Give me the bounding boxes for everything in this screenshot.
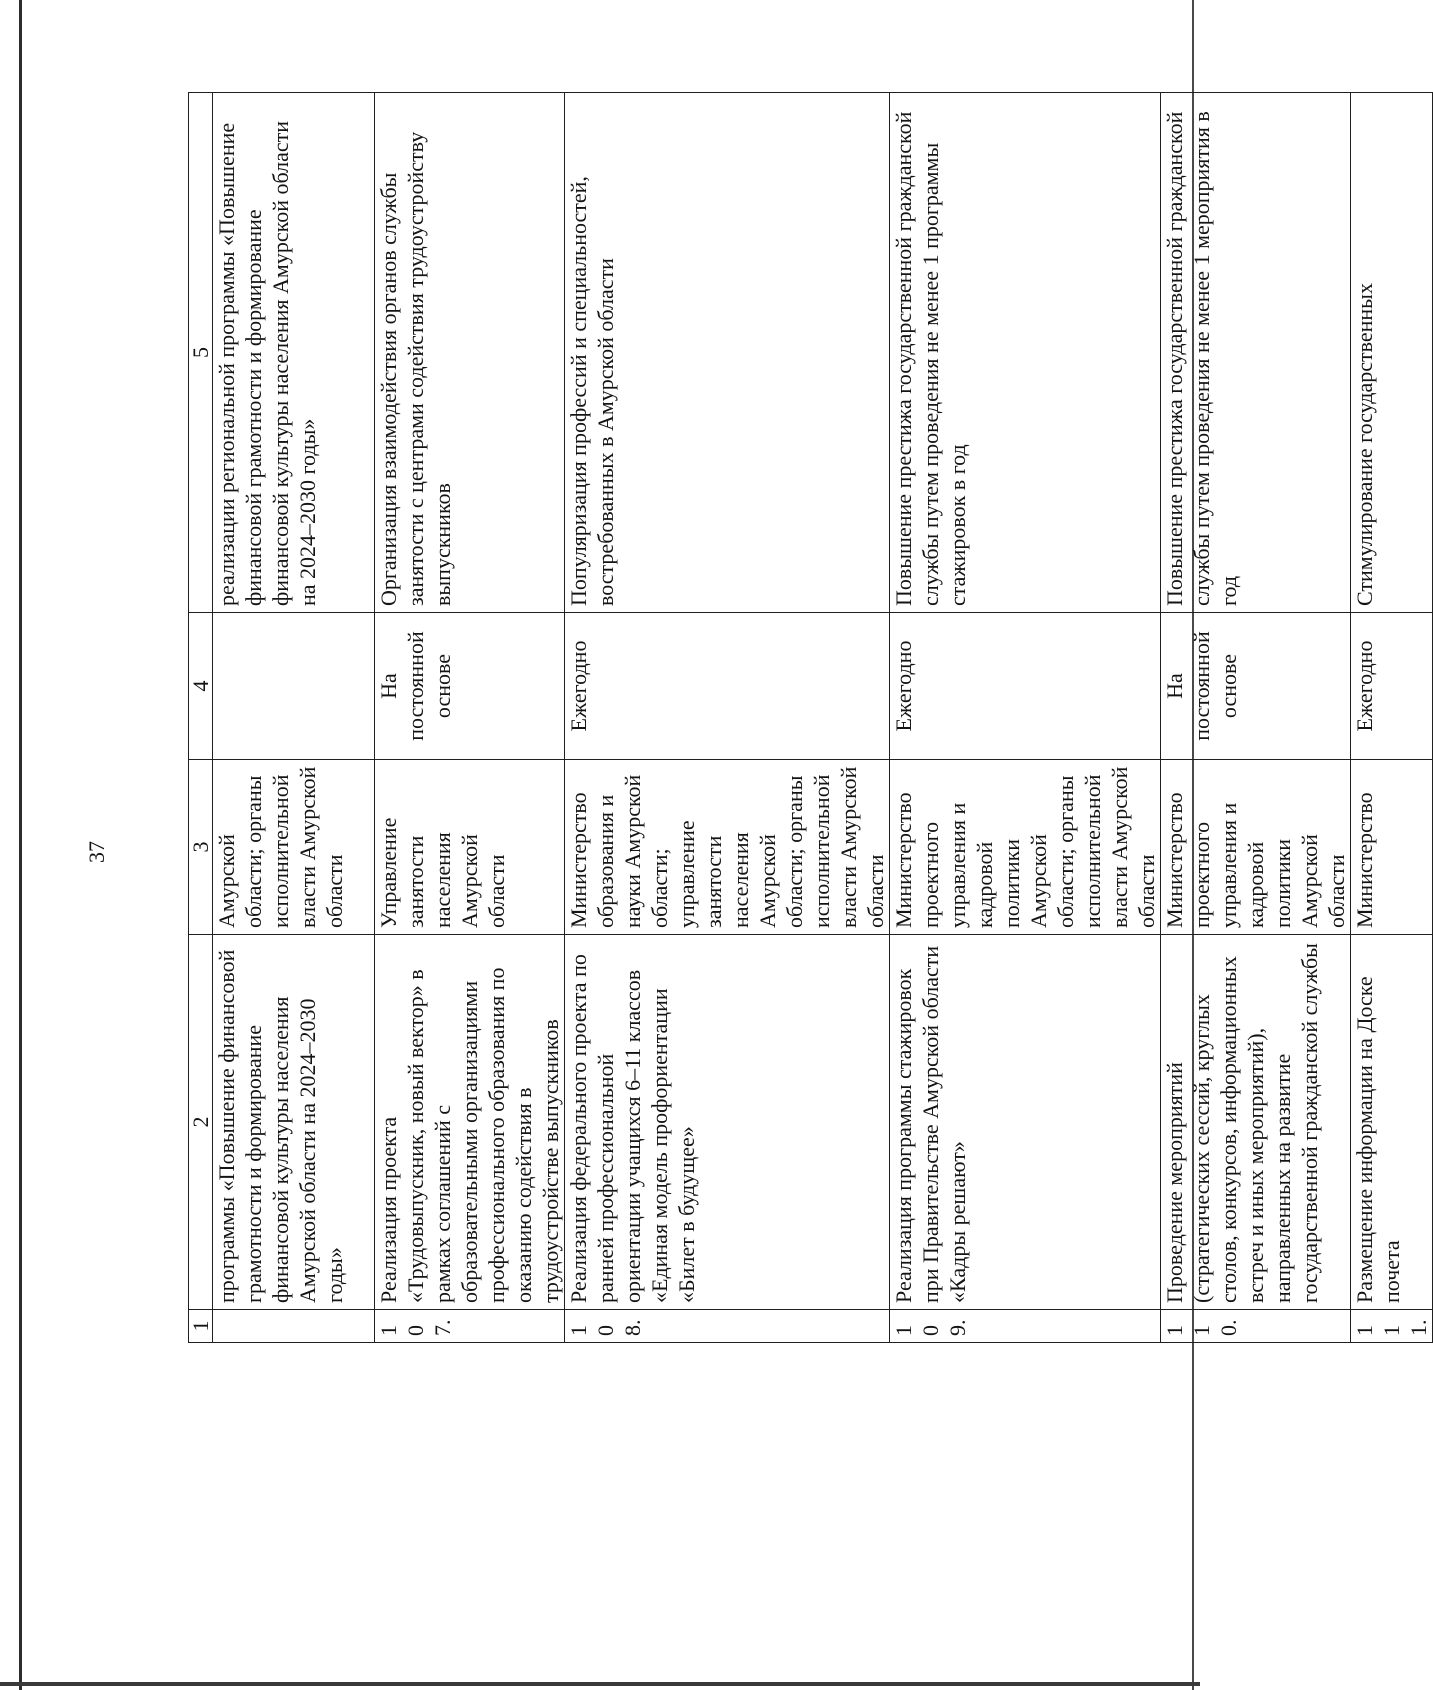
table-header-row	[189, 93, 213, 1343]
row-number: 108.	[565, 1310, 890, 1343]
row-number: 111.	[1351, 1310, 1433, 1343]
row-number: 109.	[890, 1310, 1161, 1343]
table-row	[213, 93, 375, 1343]
table-row	[1351, 93, 1433, 1343]
table-row	[565, 93, 890, 1343]
term-cell	[213, 613, 375, 760]
header-col-1: 1	[189, 1310, 213, 1343]
term-cell: Ежегодно	[890, 613, 1161, 760]
executor-cell: Амурской области; органы исполнительной власти Амурской области	[213, 760, 375, 935]
term-cell: Ежегодно	[565, 613, 890, 760]
row-number: 110.	[1161, 1310, 1351, 1343]
event-cell: Проведение мероприятий (стратегических сессий, круглых столов, конкурсов, информационных встреч и иных мероприятий), направленных на развитие государственной гражданской службы	[1161, 935, 1351, 1310]
event-cell: Размещение информации на Доске почета	[1351, 935, 1433, 1310]
result-cell: Повышение престижа государственной гражданской службы путем проведения не менее 1 мероприятия в год	[1161, 93, 1351, 613]
executor-cell: Министерство проектного управления и кадровой политики Амурской области	[1161, 760, 1351, 935]
executor-cell: Управление занятости населения Амурской области	[375, 760, 565, 935]
header-col-2: 2	[189, 935, 213, 1310]
measures-table	[188, 92, 1433, 1343]
event-cell: Реализация федерального проекта по ранней профессиональной ориентации учащихся 6–11 классов «Единая модель профориентации «Билет в будущее»	[565, 935, 890, 1310]
header-col-5: 5	[189, 93, 213, 613]
result-cell: Повышение престижа государственной гражданской службы путем проведения не менее 1 программы стажировок в год	[890, 93, 1161, 613]
page-number: 37	[84, 841, 109, 863]
header-col-4: 4	[189, 613, 213, 760]
rotated-table-area	[188, 93, 1431, 1343]
row-number	[213, 1310, 375, 1343]
table-row	[1161, 93, 1351, 1343]
result-cell: Стимулирование государственных	[1351, 93, 1433, 613]
table-row	[375, 93, 565, 1343]
row-number: 107.	[375, 1310, 565, 1343]
result-cell: Популяризация профессий и специальностей, востребованных в Амурской области	[565, 93, 890, 613]
executor-cell: Министерство образования и науки Амурской области; управление занятости населения Амурской области; органы исполнительной власти Амурской области	[565, 760, 890, 935]
executor-cell: Министерство	[1351, 760, 1433, 935]
result-cell: Организация взаимодействия органов службы занятости с центрами содействия трудоустройству выпускников	[375, 93, 565, 613]
event-cell: Реализация программы стажировок при Правительстве Амурской области «Кадры решают»	[890, 935, 1161, 1310]
page-edge-bottom	[0, 1682, 1200, 1686]
term-cell: На постоянной основе	[375, 613, 565, 760]
executor-cell: Министерство проектного управления и кадровой политики Амурской области; органы исполнительной власти Амурской области	[890, 760, 1161, 935]
result-cell: реализации региональной программы «Повышение финансовой грамотности и формирование финансовой культуры населения Амурской области на 2024–2030 годы»	[213, 93, 375, 613]
event-cell: программы «Повышение финансовой грамотности и формирование финансовой культуры населения Амурской области на 2024–2030 годы»	[213, 935, 375, 1310]
header-col-3: 3	[189, 760, 213, 935]
term-cell: На постоянной основе	[1161, 613, 1351, 760]
table-row	[890, 93, 1161, 1343]
term-cell: Ежегодно	[1351, 613, 1433, 760]
event-cell: Реализация проекта «Трудовыпускник, новый вектор» в рамках соглашений с образовательными организациями профессионального образования по оказанию содействия в трудоустройстве выпускников	[375, 935, 565, 1310]
page-edge-left	[19, 0, 22, 1690]
